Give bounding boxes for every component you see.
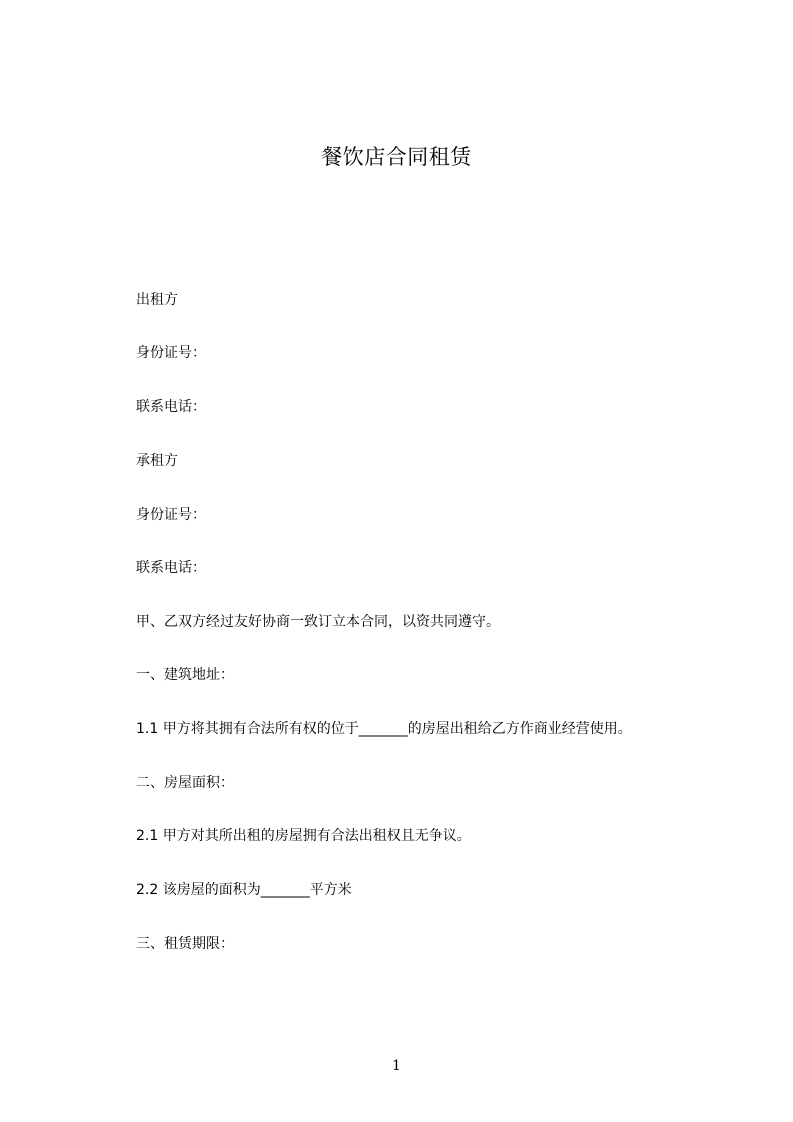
- document-title: 餐饮店合同租赁: [321, 145, 472, 169]
- agreement-intro: 甲、乙双方经过友好协商一致订立本合同，以资共同遵守。: [136, 614, 500, 630]
- lessor-phone-label: 联系电话：: [136, 399, 206, 415]
- lessor-label: 出租方: [136, 292, 178, 308]
- section-heading-address: 一、建筑地址：: [136, 667, 234, 683]
- clause-2-1: 2.1 甲方对其所出租的房屋拥有合法出租权且无争议。: [136, 828, 471, 844]
- section-heading-area: 二、房屋面积：: [136, 775, 234, 791]
- lessee-label: 承租方: [136, 453, 178, 469]
- lessee-id-number-label: 身份证号：: [136, 507, 206, 523]
- lessee-phone-label: 联系电话：: [136, 560, 206, 576]
- lessor-id-number-label: 身份证号：: [136, 345, 206, 361]
- clause-2-2: 2.2 该房屋的面积为_______平方米: [136, 882, 352, 898]
- page-number: 1: [392, 1058, 401, 1074]
- section-heading-term: 三、租赁期限：: [136, 936, 234, 952]
- clause-1-1: 1.1 甲方将其拥有合法所有权的位于_______的房屋出租给乙方作商业经营使用。: [136, 721, 632, 737]
